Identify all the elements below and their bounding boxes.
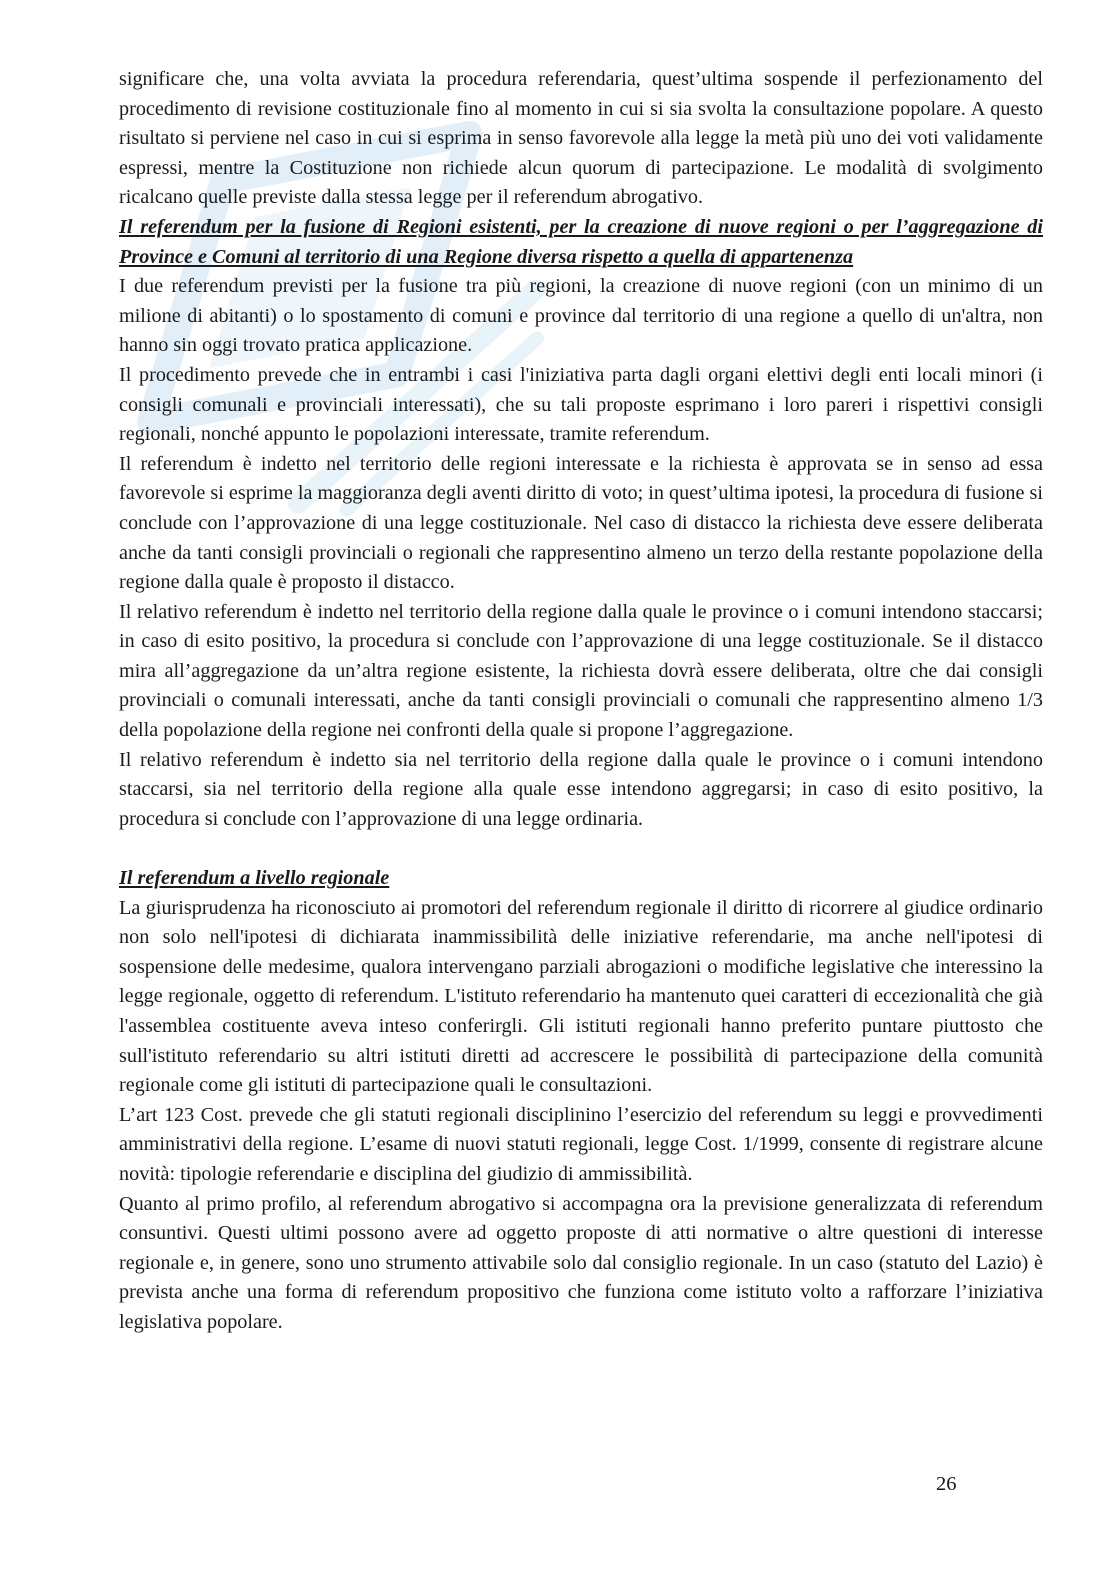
paragraph-giurisprudenza: La giurisprudenza ha riconosciuto ai promotori del referendum regionale il diritto di ricorrere al giudice ordinario non solo nell'ipotesi di dichiarata inammissibilità delle iniziative referendarie, ma anche nell'ipotesi di sospensione delle medesime, qualora intervengano parziali abrogazioni o modifiche legislative che interessino la legge regionale, oggetto di referendum. L'istituto referendario ha mantenuto quei caratteri di eccezionalità che già l'assemblea costituente aveva inteso conferirgli. Gli istituti regionali hanno preferito puntare piuttosto che sull'istituto referendario su altri istituti diretti ad accrescere le possibilità di partecipazione della comunità regionale come gli istituti di partecipazione quali le consultazioni.	[119, 896, 1043, 1097]
paragraph-due-referendum: I due referendum previsti per la fusione tra più regioni, la creazione di nuove regioni (con un minimo di un milione di abitanti) o lo spostamento di comuni e province dal territorio di una regione a quello di un'altra, non hanno sin oggi trovato pratica applicazione.	[119, 275, 1043, 357]
paragraph-primo-profilo: Quanto al primo profilo, al referendum abrogativo si accompagna ora la previsione generalizzata di referendum consuntivi. Questi ultimi possono avere ad oggetto proposte di atti normative o altre questioni di interesse regionale e, in genere, sono uno strumento attivabile solo dal consiglio regionale. In un caso (statuto del Lazio) è prevista anche una forma di referendum propositivo che funziona come istituto volto a rafforzare l’iniziativa legislativa popolare.	[119, 1192, 1043, 1333]
paragraph-referendum-indetto: Il referendum è indetto nel territorio delle regioni interessate e la richiesta è approvata se in senso ad essa favorevole si esprime la maggioranza degli aventi diritto di voto; in quest’ultima ipotesi, la procedura di fusione si conclude con l’approvazione di una legge costituzionale. Nel caso di distacco la richiesta deve essere deliberata anche da tanti consigli provinciali o regionali che rappresentino almeno un terzo della restante popolazione della regione dalla quale è proposto il distacco.	[119, 452, 1043, 594]
paragraph-relativo-referendum-aggregazione: Il relativo referendum è indetto sia nel territorio della regione dalla quale le province o i comuni intendono staccarsi, sia nel territorio della regione alla quale esse intendono aggregarsi; in caso di esito positivo, la procedura si conclude con l’approvazione di una legge ordinaria.	[119, 748, 1043, 830]
paragraph-art-123: L’art 123 Cost. prevede che gli statuti regionali disciplinino l’esercizio del referendum su leggi e provvedimenti amministrativi della regione. L’esame di nuovi statuti regionali, legge Cost. 1/1999, consente di registrare alcune novità: tipologie referendarie e disciplina del giudizio di ammissibilità.	[119, 1103, 1043, 1185]
section-heading-livello-regionale: Il referendum a livello regionale	[119, 867, 390, 890]
paragraph-procedimento: Il procedimento prevede che in entrambi i casi l'iniziativa parta dagli organi elettivi degli enti locali minori (i consigli comunali e provinciali interessati), che su tali proposte esprimano i loro pareri i rispettivi consigli regionali, nonché appunto le popolazioni interessate, tramite referendum.	[119, 363, 1043, 446]
section-heading-fusione-regioni: Il referendum per la fusione di Regioni esistenti, per la creazione di nuove regioni o per l’aggregazione di Province e Comuni al territorio di una Regione diversa rispetto a quella di appartenenza	[119, 215, 1043, 268]
document-body	[119, 65, 1043, 1338]
paragraph-relativo-referendum-distacco: Il relativo referendum è indetto nel territorio della regione dalla quale le province o i comuni intendono staccarsi; in caso di esito positivo, la procedura si conclude con l’approvazione di una legge costituzionale. Se il distacco mira all’aggregazione da un’altra regione esistente, la richiesta dovrà essere deliberata, oltre che dai consigli provinciali o comunali interessati, anche da tanti consigli provinciali o comunali che rappresentino almeno 1/3 della popolazione della regione nei confronti della quale si propone l’aggregazione.	[119, 600, 1043, 742]
paragraph-revisione-costituzionale: significare che, una volta avviata la procedura referendaria, quest’ultima sospende il perfezionamento del procedimento di revisione costituzionale fino al momento in cui si sia svolta la consultazione popolare. A questo risultato si perviene nel caso in cui si esprima in senso favorevole alla legge la metà più uno dei voti validamente espressi, mentre la Costituzione non richiede alcun quorum di partecipazione. Le modalità di svolgimento ricalcano quelle previste dalla stessa legge per il referendum abrogativo.	[119, 68, 1043, 209]
page-number: 26	[936, 1473, 957, 1495]
blank-line	[119, 834, 1043, 864]
